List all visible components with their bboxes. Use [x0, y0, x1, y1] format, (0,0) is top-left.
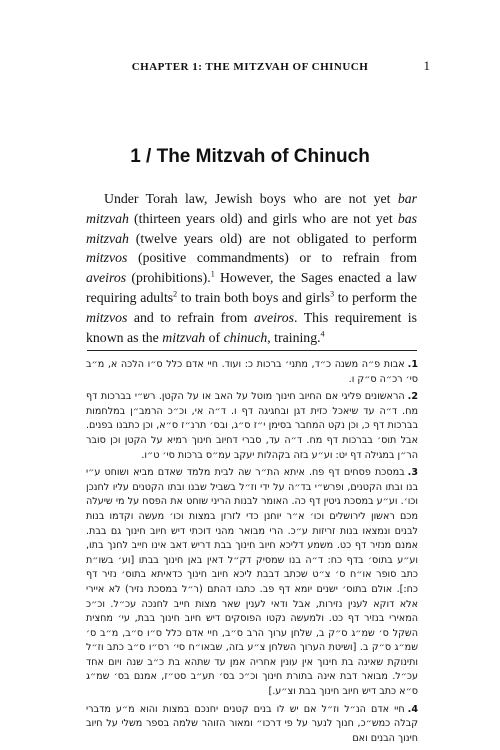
running-header — [0, 58, 500, 78]
body-text-span: and to refrain from — [127, 309, 254, 325]
footnote-number: 4. — [407, 703, 418, 715]
italic-term: bar mitzvah — [86, 191, 417, 226]
italic-term: mitzvos — [86, 309, 128, 325]
italic-term: aveiros — [253, 309, 295, 325]
italic-term: chinuch — [223, 329, 268, 345]
body-text-span: (thirteen years old) and girls who are not yet — [128, 210, 398, 226]
footnote — [86, 390, 418, 463]
body-paragraph — [86, 189, 417, 347]
italic-term: aveiros — [86, 270, 127, 286]
body-text-span: . This requirement is known as the — [86, 309, 418, 345]
body-text-span: to perform the — [334, 289, 417, 305]
footnote-divider — [87, 350, 417, 351]
footnote-text: חיי אדם הנ״ל וז״ל אם יש לו בנים קטנים יחנכם במצות והוא מ״ע מדברי קבלה כמש״כ, חנוך לנער על פי דרכו״ ומאור הזוהר שלמה בספר משלי על חיוב חינוך הבנים ואם — [86, 703, 418, 744]
footnote-text: במסכת פסחים דף פח. איתא הת״ר שה לבית מלמד שאדם מביא ושוחט ע״י בנו ובתו הקטנים, ופרש״י בד״ה על ידי וז״ל בשביל שבנו ובתו הקטנים עליו לחנכן וכו׳. וע״ע במסכת גיטין דף כה. האומר לבנות הריני שוחט את הפסח על מי שיעלה מכם ראשון לירושלים וכו׳ א״ר יוחנן כדי לזרזן במצות וכו׳ מעשה וקדמו בנות לבנים ונמצאו בנות זריזות ע״כ. הרי מבואר מהני דוכתי דיש חיוב חינוך גם בבת. אמנם מנזיר דף כט. משמע דליכא חיוב חינוך בבת דריש דאב אינו חייב לחנך בתו, וע״ע בתוס׳ בדף כח: ד״ה בנו שמסיק דק״ל דאין באן חינוך בבתו [וע׳ בשו״ת כתב סופר או״ח ס׳ צ״ט שכתב דבבת ליכא חיוב חינוך כדאיתא בתוס׳ נזיר דף כח:]. אולם בתוס׳ ישנים יומא דף פב. כתבו דהתם (ר״ל במסכת נזיר) לא איירי אלא דוקא לענין נזירות, אבל ודאי לענין שאר מצות חייב לחנכה עכ״ל. וכ״כ המאירי בנזיר דף כט. ולמעשה נקטו הפוסקים דיש חיוב חינוך בבת, עי׳ מחצית השקל ס׳ שמ״ג ס״ק ב, שלחן ערוך הרב ס״ב, חיי אדם כלל ס״ו ס״ב, מ״ב ס׳ שמ״ג ס״ק ב. [ושיטת הערוך השלחן צ״ע בזה, שבאו״ח סי׳ רס״ו ס״ב כתב וז״ל ותינוקת שאינה בת חינוך אין עונין אחריה אמן עד שתהא בת כ״ב שנה ויום אחד עכ״ל. מבואר דבת אינה בתורת חינוך וכ״כ בס׳ תע״ב סט״ז, אמנם בס׳ שמ״ג ס״א כתב דיש חיוב חינוך בבת וצ״ע.] — [86, 467, 418, 698]
footnote-ref: 4 — [320, 328, 325, 338]
body-text-span: to train both boys and girls — [177, 289, 331, 305]
body-text-span: (twelve years old) are not obligated to perform — [128, 230, 417, 246]
italic-term: mitzvah — [162, 329, 206, 345]
footnote-number: 1. — [407, 359, 418, 370]
body-text-span: of — [205, 329, 224, 345]
body-text-span: , training. — [267, 329, 321, 345]
footnote-text: אבות פ״ה משנה כ״ד, מתני׳ ברכות כ: ועוד. חיי אדם כלל ס״ו הלכה א, מ״ב סי׳ רכ״ה ס״ק ו. — [86, 359, 418, 385]
body-text-span: Under Torah law, Jewish boys who are not yet — [104, 191, 398, 206]
running-title: CHAPTER 1: THE MITZVAH OF CHINUCH — [131, 61, 369, 73]
footnote-ref: 3 — [330, 289, 335, 299]
footnote — [86, 358, 418, 387]
footnote — [86, 466, 418, 700]
italic-term: mitzvos — [86, 250, 128, 266]
body-text-span: However, the Sages enacted a law requiring adults — [86, 270, 417, 305]
chapter-title: 1 / The Mitzvah of Chinuch — [130, 146, 370, 167]
body-text-span: (positive commandments) or to refrain from — [127, 250, 417, 266]
body-text-span: (prohibitions). — [126, 270, 211, 286]
footnotes-section — [86, 358, 418, 749]
footnote — [86, 703, 418, 747]
italic-term: bas mitzvah — [86, 210, 417, 246]
page-number: 1 — [423, 58, 430, 73]
footnote-text: הראשונים פליגי אם החיוב חינוך מוטל על האב או על הקטן. רש״י בברכות דף מח. ד״ה עד שיאכל כזית דגן ובחגיגה דף ו. ד״ה אי, וכ״כ הרמב״ן במלחמות בברכות דף כ, וכן נקט המחבר בסימן י״ז ס״ג, ובס׳ תרנ״ז ס״א, וכן כתבנו בפנים. אבל תוס׳ בברכות דף מח. ד״ה עד, סברי דחיוב חינוך רמיא על הקטן וכן סובר הר״ן במגילה דף יט: וע״ע בזה בקהלות יעקב עמ״ס ברכות סי׳ ט״ו. — [86, 391, 418, 461]
footnote-number: 2. — [407, 391, 418, 403]
footnote-number: 3. — [407, 467, 418, 479]
footnote-ref: 1 — [210, 269, 215, 279]
footnote-ref: 2 — [173, 289, 178, 299]
